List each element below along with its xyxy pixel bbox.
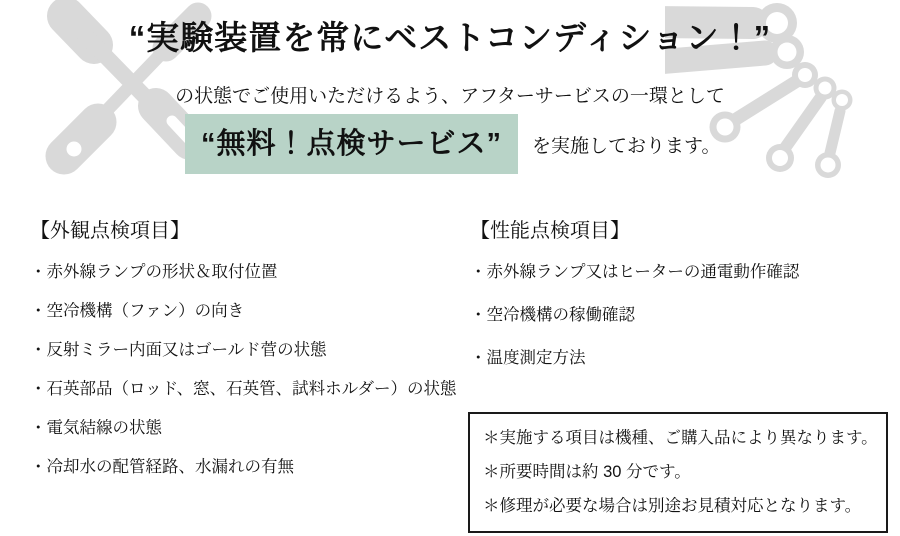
exterior-check-item: ・反射ミラー内面又はゴールド菅の状態 — [30, 341, 327, 359]
exterior-check-item: ・空冷機構（ファン）の向き — [30, 302, 245, 320]
exterior-check-list — [30, 261, 460, 478]
note-item: ＊修理が必要な場合は別途お見積対応となります。 — [483, 497, 862, 515]
performance-check-item: ・赤外線ランプ又はヒーターの通電動作確認 — [470, 263, 800, 281]
exterior-check-item: ・赤外線ランプの形状＆取付位置 — [30, 263, 278, 281]
performance-check-title: 【性能点検項目】 — [470, 220, 630, 242]
performance-check-section — [470, 218, 900, 390]
subline: の状態でご使用いただけるよう、アフターサービスの一環として — [175, 86, 725, 107]
notes-box — [468, 412, 888, 533]
note-item: ＊実施する項目は機種、ご購入品により異なります。 — [483, 429, 878, 447]
exterior-check-title: 【外観点検項目】 — [30, 220, 190, 242]
exterior-check-item: ・冷却水の配管経路、水漏れの有無 — [30, 458, 294, 476]
exterior-check-item: ・電気結線の状態 — [30, 419, 162, 437]
performance-check-list — [470, 261, 900, 369]
performance-check-item: ・空冷機構の稼働確認 — [470, 306, 635, 324]
exterior-check-item: ・石英部品（ロッド、窓、石英管、試料ホルダー）の状態 — [30, 380, 457, 398]
headline: “実験装置を常にベストコンディション！” — [128, 19, 772, 56]
note-item: ＊所要時間は約 30 分です。 — [483, 463, 691, 481]
free-service-row — [185, 114, 721, 174]
free-service-highlight: “無料！点検サービス” — [185, 114, 518, 174]
exterior-check-section — [30, 218, 460, 495]
free-service-suffix: を実施しております。 — [532, 135, 721, 157]
performance-check-item: ・温度測定方法 — [470, 349, 586, 367]
